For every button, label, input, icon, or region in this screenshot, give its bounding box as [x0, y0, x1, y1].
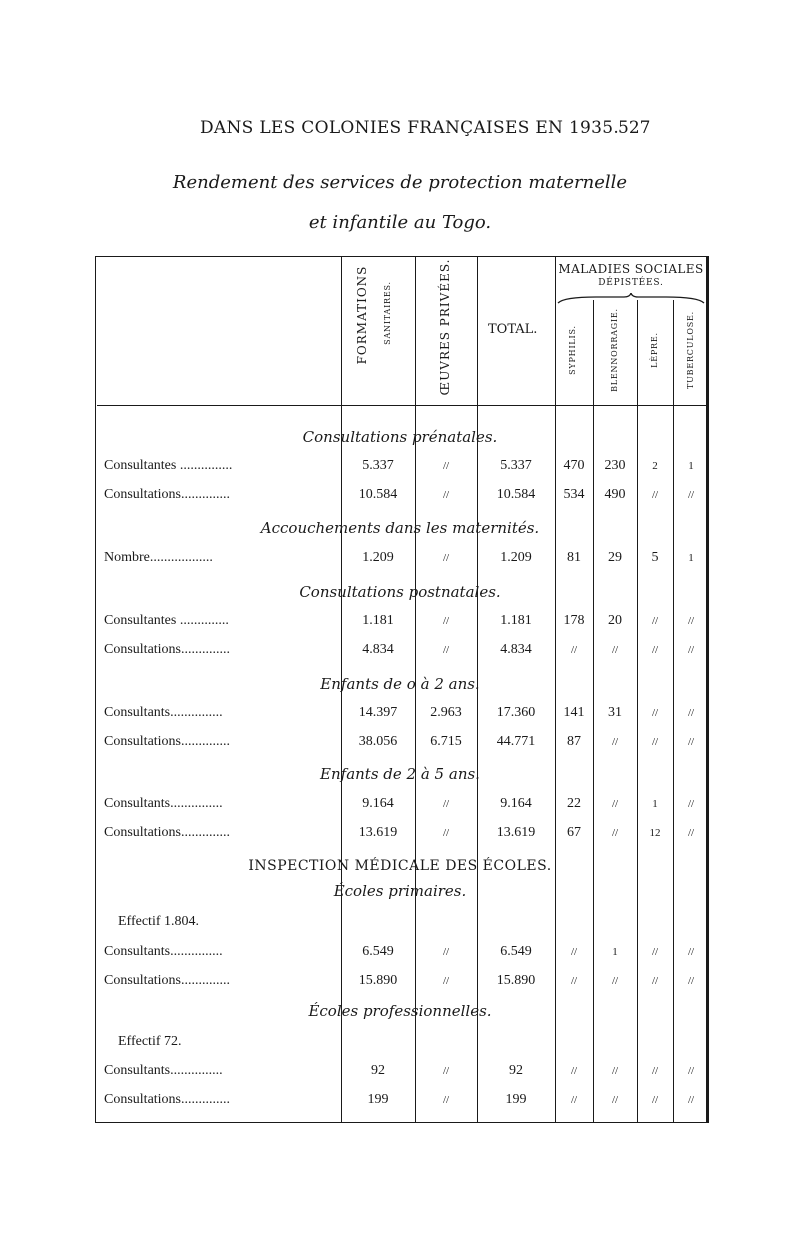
cell-total: 13.619 — [496, 825, 536, 840]
cell-blennorragie: // — [611, 975, 619, 987]
row-label: Consultantes .............. — [104, 613, 229, 628]
cell-lepre: // — [651, 644, 659, 656]
cell-oeuvres: // — [442, 489, 450, 501]
cell-syphilis: 22 — [567, 796, 581, 811]
cell-syphilis: 178 — [563, 613, 585, 628]
cell-blennorragie: // — [611, 736, 619, 748]
cell-total: 92 — [509, 1063, 523, 1078]
section-enfants-0-2: Enfants de o à 2 ans. — [320, 675, 480, 693]
row-label: Consultants............... — [104, 944, 223, 959]
cell-lepre: // — [651, 1065, 659, 1077]
cell-tuberculose: // — [687, 707, 695, 719]
cell-oeuvres: // — [442, 1094, 450, 1106]
cell-blennorragie: 1 — [612, 946, 618, 958]
cell-formations: 13.619 — [358, 825, 398, 840]
cell-syphilis: 87 — [567, 734, 581, 749]
cell-oeuvres: // — [442, 552, 450, 564]
row-label-effectif: Effectif 72. — [118, 1034, 182, 1049]
cell-lepre: 2 — [652, 460, 658, 472]
cell-blennorragie: // — [611, 1094, 619, 1106]
cell-total: 44.771 — [496, 734, 536, 749]
cell-oeuvres: 2.963 — [430, 705, 462, 720]
row-label: Consultations.............. — [104, 734, 231, 749]
maladies-brace — [556, 293, 706, 305]
cell-blennorragie: 230 — [604, 458, 626, 473]
cell-syphilis: // — [570, 975, 578, 987]
cell-tuberculose: // — [687, 489, 695, 501]
cell-lepre: // — [651, 489, 659, 501]
cell-oeuvres: // — [442, 827, 450, 839]
row-label: Consultations.............. — [104, 642, 231, 657]
cell-total: 9.164 — [500, 796, 532, 811]
cell-lepre: 5 — [651, 550, 659, 565]
cell-tuberculose: // — [687, 827, 695, 839]
cell-total: 199 — [505, 1092, 527, 1107]
row-label-effectif: Effectif 1.804. — [118, 914, 199, 929]
cell-formations: 5.337 — [362, 458, 394, 473]
section-accouchements: Accouchements dans les maternités. — [260, 519, 540, 537]
cell-syphilis: // — [570, 946, 578, 958]
cell-total: 17.360 — [496, 705, 536, 720]
cell-formations: 9.164 — [362, 796, 394, 811]
cell-lepre: // — [651, 615, 659, 627]
cell-syphilis: 67 — [567, 825, 581, 840]
cell-lepre: 1 — [652, 798, 658, 810]
row-label: Consultants............... — [104, 705, 223, 720]
row-label: Nombre.................. — [104, 550, 213, 565]
cell-tuberculose: 1 — [688, 460, 694, 472]
header-rule — [97, 405, 707, 406]
cell-syphilis: 81 — [567, 550, 581, 565]
cell-tuberculose: // — [687, 1065, 695, 1077]
cell-blennorragie: // — [611, 1065, 619, 1077]
table-title-line2: et infantile au Togo. — [308, 212, 492, 233]
col-header-sanitaires: SANITAIRES. — [383, 281, 392, 345]
cell-oeuvres: // — [442, 644, 450, 656]
section-enfants-2-5: Enfants de 2 à 5 ans. — [320, 765, 480, 783]
cell-oeuvres: // — [442, 798, 450, 810]
cell-blennorragie: // — [611, 644, 619, 656]
col-header-blennorragie: BLENNORRAGIE. — [610, 308, 619, 392]
cell-formations: 1.209 — [362, 550, 394, 565]
cell-syphilis: 141 — [563, 705, 585, 720]
cell-syphilis: 534 — [563, 487, 585, 502]
cell-tuberculose: 1 — [688, 552, 694, 564]
cell-syphilis: // — [570, 644, 578, 656]
cell-tuberculose: // — [687, 975, 695, 987]
cell-lepre: // — [651, 1094, 659, 1106]
cell-formations: 38.056 — [358, 734, 398, 749]
cell-lepre: // — [651, 707, 659, 719]
table-title-line1: Rendement des services de protection maternelle — [172, 172, 628, 193]
cell-formations: 4.834 — [362, 642, 394, 657]
cell-total: 6.549 — [500, 944, 532, 959]
cell-total: 5.337 — [500, 458, 532, 473]
cell-syphilis: 470 — [563, 458, 585, 473]
row-label: Consultations.............. — [104, 825, 231, 840]
cell-formations: 10.584 — [358, 487, 398, 502]
cell-oeuvres: // — [442, 615, 450, 627]
row-label: Consultations.............. — [104, 1092, 231, 1107]
running-header: DANS LES COLONIES FRANÇAISES EN 1935. — [200, 118, 620, 138]
col-header-syphilis: SYPHILIS. — [568, 325, 577, 375]
row-label: Consultants............... — [104, 1063, 223, 1078]
col-header-oeuvres-privees: ŒUVRES PRIVÉES. — [438, 258, 452, 396]
cell-lepre: // — [651, 946, 659, 958]
cell-total: 10.584 — [496, 487, 536, 502]
cell-blennorragie: 29 — [608, 550, 622, 565]
col-header-lepre: LÈPRE. — [650, 332, 659, 368]
cell-oeuvres: // — [442, 460, 450, 472]
cell-tuberculose: // — [687, 615, 695, 627]
cell-lepre: // — [651, 975, 659, 987]
col-header-maladies: MALADIES SOCIALES — [558, 262, 704, 276]
cell-formations: 14.397 — [358, 705, 398, 720]
row-label: Consultations.............. — [104, 973, 231, 988]
col-header-formations: FORMATIONS — [355, 265, 369, 365]
row-label: Consultants............... — [104, 796, 223, 811]
cell-blennorragie: 31 — [608, 705, 622, 720]
section-ecoles-primaires: Écoles primaires. — [333, 882, 467, 900]
cell-oeuvres: // — [442, 1065, 450, 1077]
cell-tuberculose: // — [687, 1094, 695, 1106]
cell-blennorragie: // — [611, 827, 619, 839]
cell-oeuvres: // — [442, 975, 450, 987]
cell-tuberculose: // — [687, 798, 695, 810]
cell-formations: 15.890 — [358, 973, 398, 988]
col-header-tuberculose: TUBERCULOSE. — [686, 310, 695, 390]
page-number: 527 — [618, 118, 651, 138]
cell-syphilis: // — [570, 1065, 578, 1077]
cell-oeuvres: 6.715 — [430, 734, 462, 749]
cell-tuberculose: // — [687, 736, 695, 748]
cell-lepre: // — [651, 736, 659, 748]
cell-total: 4.834 — [500, 642, 532, 657]
cell-total: 1.181 — [500, 613, 532, 628]
cell-tuberculose: // — [687, 946, 695, 958]
cell-formations: 6.549 — [362, 944, 394, 959]
section-ecoles-professionnelles: Écoles professionnelles. — [308, 1002, 492, 1020]
cell-syphilis: // — [570, 1094, 578, 1106]
cell-formations: 92 — [371, 1063, 385, 1078]
cell-lepre: 12 — [649, 827, 661, 839]
col-header-depistees: DÉPISTÉES. — [598, 278, 664, 288]
cell-formations: 199 — [367, 1092, 389, 1107]
cell-blennorragie: 490 — [604, 487, 626, 502]
cell-blennorragie: // — [611, 798, 619, 810]
cell-total: 1.209 — [500, 550, 532, 565]
cell-total: 15.890 — [496, 973, 536, 988]
cell-formations: 1.181 — [362, 613, 394, 628]
row-label: Consultantes ............... — [104, 458, 233, 473]
section-prenatales: Consultations prénatales. — [302, 428, 498, 446]
cell-blennorragie: 20 — [608, 613, 622, 628]
cell-tuberculose: // — [687, 644, 695, 656]
cell-oeuvres: // — [442, 946, 450, 958]
row-label: Consultations.............. — [104, 487, 231, 502]
col-header-total: TOTAL. — [488, 322, 538, 337]
section-postnatales: Consultations postnatales. — [299, 583, 501, 601]
section-inspection: INSPECTION MÉDICALE DES ÉCOLES. — [248, 858, 552, 874]
